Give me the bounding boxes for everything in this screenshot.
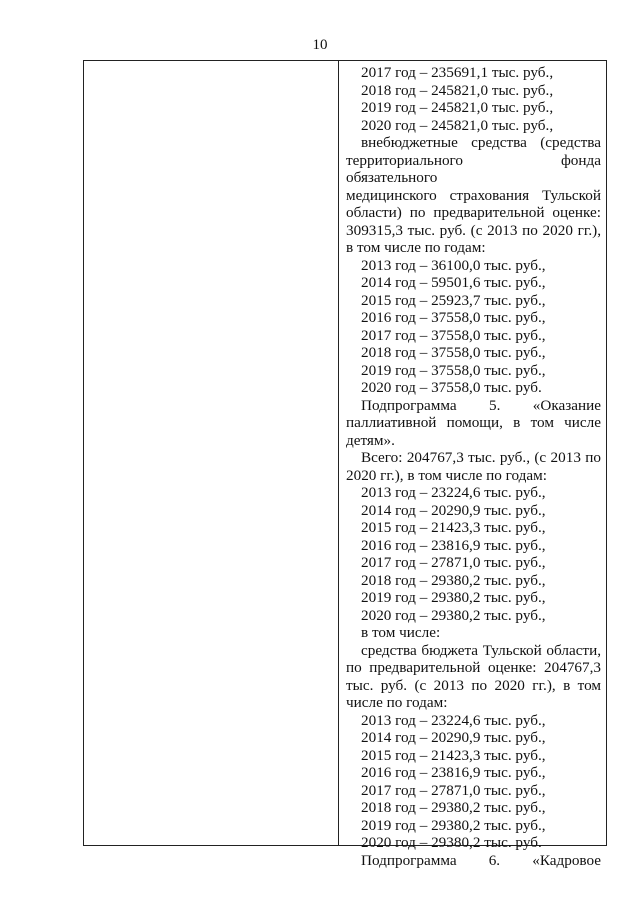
text-line: Всего: 204767,3 тыс. руб., (с 2013 по — [361, 449, 601, 466]
text-line: 2017 год – 37558,0 тыс. руб., — [361, 326, 546, 344]
text-line: 2019 год – 29380,2 тыс. руб., — [361, 589, 546, 606]
text-line: медицинского страхования Тульской — [346, 186, 601, 204]
table-left-column — [84, 61, 339, 845]
text-line: средства бюджета Тульской области, — [361, 641, 601, 659]
text-line: 2013 год – 23224,6 тыс. руб., — [361, 484, 546, 501]
text-line: в том числе по годам: — [346, 239, 486, 256]
text-line: в том числе: — [361, 624, 441, 641]
text-line: паллиативной помощи, в том числе — [346, 414, 601, 431]
text-line: 2017 год – 27871,0 тыс. руб., — [361, 554, 546, 571]
text-line: 2014 год – 20290,9 тыс. руб., — [361, 729, 546, 746]
text-line: 2014 год – 20290,9 тыс. руб., — [361, 501, 546, 519]
text-line: 2019 год – 245821,0 тыс. руб., — [361, 99, 554, 116]
text-line: 2013 год – 36100,0 тыс. руб., — [361, 256, 546, 274]
text-line: Подпрограмма 5. «Оказание — [361, 396, 601, 414]
text-line: 2018 год – 29380,2 тыс. руб., — [361, 571, 546, 589]
text-line: детям». — [346, 431, 395, 449]
page-number: 10 — [312, 37, 328, 53]
text-line: территориального фонда обязательного — [346, 151, 601, 186]
text-line: 309315,3 тыс. руб. (с 2013 по 2020 гг.), — [346, 221, 601, 239]
text-line: 2018 год – 37558,0 тыс. руб., — [361, 344, 546, 361]
text-line: 2017 год – 235691,1 тыс. руб., — [361, 64, 554, 81]
text-line: 2020 год – 245821,0 тыс. руб., — [361, 116, 554, 134]
text-line: 2020 гг.), в том числе по годам: — [346, 466, 547, 484]
text-line: 2014 год – 59501,6 тыс. руб., — [361, 274, 546, 291]
text-line: 2016 год – 37558,0 тыс. руб., — [361, 309, 546, 326]
text-line: 2020 год – 29380,2 тыс. руб. — [361, 834, 542, 851]
text-line: тыс. руб. (с 2013 по 2020 гг.), в том — [346, 676, 601, 694]
document-table — [83, 60, 607, 869]
text-line: области) по предварительной оценке: — [346, 204, 601, 221]
text-line: Подпрограмма 6. «Кадровое — [361, 851, 601, 869]
text-line: 2017 год – 27871,0 тыс. руб., — [361, 781, 546, 799]
text-line: 2016 год – 23816,9 тыс. руб., — [361, 536, 546, 554]
text-line: 2020 год – 37558,0 тыс. руб. — [361, 379, 542, 396]
text-line: 2020 год – 29380,2 тыс. руб., — [361, 606, 546, 624]
text-line: числе по годам: — [346, 694, 448, 711]
text-line: 2013 год – 23224,6 тыс. руб., — [361, 711, 546, 729]
text-line: внебюджетные средства (средства — [361, 134, 601, 151]
text-line: по предварительной оценке: 204767,3 — [346, 659, 601, 676]
table-right-column — [339, 61, 606, 869]
text-line: 2019 год – 29380,2 тыс. руб., — [361, 816, 546, 834]
text-line: 2015 год – 21423,3 тыс. руб., — [361, 746, 546, 764]
text-line: 2018 год – 245821,0 тыс. руб., — [361, 81, 554, 99]
text-line: 2019 год – 37558,0 тыс. руб., — [361, 361, 546, 379]
text-line: 2018 год – 29380,2 тыс. руб., — [361, 799, 546, 816]
text-line: 2016 год – 23816,9 тыс. руб., — [361, 764, 546, 781]
text-line: 2015 год – 21423,3 тыс. руб., — [361, 519, 546, 536]
text-line: 2015 год – 25923,7 тыс. руб., — [361, 291, 546, 309]
